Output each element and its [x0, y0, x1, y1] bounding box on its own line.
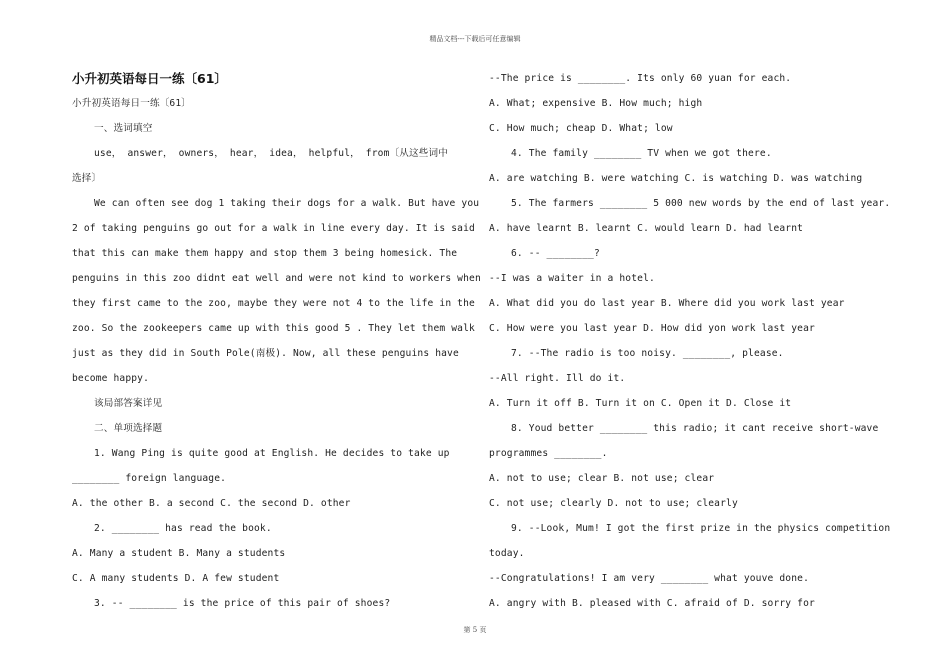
text-line: zoo. So the zookeepers came up with this good 5 . They let them walk [72, 323, 475, 334]
text-line: C. How were you last year D. How did yon work last year [489, 323, 815, 334]
text-line: C. not use; clearly D. not to use; clearly [489, 498, 738, 509]
document-title: 小升初英语每日一练〔61〕 [72, 71, 227, 86]
right-text-lines [489, 66, 891, 616]
text-line: become happy. [72, 373, 150, 384]
text-line: 3. -- ________ is the price of this pair of shoes? [94, 598, 391, 609]
right-column [489, 66, 891, 616]
left-column [72, 66, 481, 616]
page-header: 精品文档---下载后可任意编辑 [429, 35, 521, 43]
text-line: A. the other B. a second C. the second D. other [72, 498, 351, 509]
text-line: --Congratulations! I am very ________ what youve done. [489, 573, 809, 584]
text-line: 2 of taking penguins go out for a walk in line every day. It is said [72, 223, 475, 234]
text-line: A. are watching B. were watching C. is watching D. was watching [489, 173, 863, 184]
text-line: A. What did you do last year B. Where did you work last year [489, 298, 845, 309]
text-line: A. Turn it off B. Turn it on C. Open it D. Close it [489, 398, 792, 409]
text-line: A. What; expensive B. How much; high [489, 98, 703, 109]
text-line: 1. Wang Ping is quite good at English. He decides to take up [94, 448, 450, 459]
text-line: 小升初英语每日一练〔61〕 [72, 98, 192, 109]
text-line: 8. Youd better ________ this radio; it cant receive short-wave [511, 423, 879, 434]
text-line: A. have learnt B. learnt C. would learn D. had learnt [489, 223, 804, 234]
text-line: 2. ________ has read the book. [94, 523, 272, 534]
left-text-lines [72, 91, 481, 616]
text-line: C. How much; cheap D. What; low [489, 123, 673, 134]
text-line: A. angry with B. pleased with C. afraid of D. sorry for [489, 598, 815, 609]
text-line: --All right. Ill do it. [489, 373, 626, 384]
text-line: We can often see dog 1 taking their dogs for a walk. But have you [94, 198, 480, 209]
text-line: penguins in this zoo didnt eat well and were not kind to workers when [72, 273, 481, 284]
text-line: 6. -- ________? [511, 248, 600, 259]
text-line: 二、单项选择题 [94, 423, 163, 434]
text-line: 选择〕 [72, 173, 102, 184]
text-line: use， answer， owners， hear， idea， helpful， from〔从这些词中 [94, 148, 448, 159]
text-line: 5. The farmers ________ 5 000 new words by the end of last year. [511, 198, 891, 209]
text-line: C. A many students D. A few student [72, 573, 280, 584]
page-footer: 第 5 页 [463, 626, 487, 634]
text-line: 4. The family ________ TV when we got there. [511, 148, 772, 159]
text-line: today. [489, 548, 525, 559]
text-line: --I was a waiter in a hotel. [489, 273, 655, 284]
text-line: 7. --The radio is too noisy. ________, please. [511, 348, 784, 359]
text-line: 该局部答案详见 [94, 398, 163, 409]
text-line: 一、选词填空 [94, 123, 153, 134]
text-line: just as they did in South Pole(南极). Now, all these penguins have [72, 348, 459, 359]
text-line: ________ foreign language. [72, 473, 227, 484]
text-line: A. not to use; clear B. not use; clear [489, 473, 715, 484]
text-line: 9. --Look, Mum! I got the first prize in the physics competition [511, 523, 891, 534]
text-line: --The price is ________. Its only 60 yuan for each. [489, 73, 792, 84]
text-line: A. Many a student B. Many a students [72, 548, 286, 559]
text-line: programmes ________. [489, 448, 608, 459]
text-line: that this can make them happy and stop them 3 being homesick. The [72, 248, 458, 259]
text-line: they first came to the zoo, maybe they were not 4 to the life in the [72, 298, 475, 309]
